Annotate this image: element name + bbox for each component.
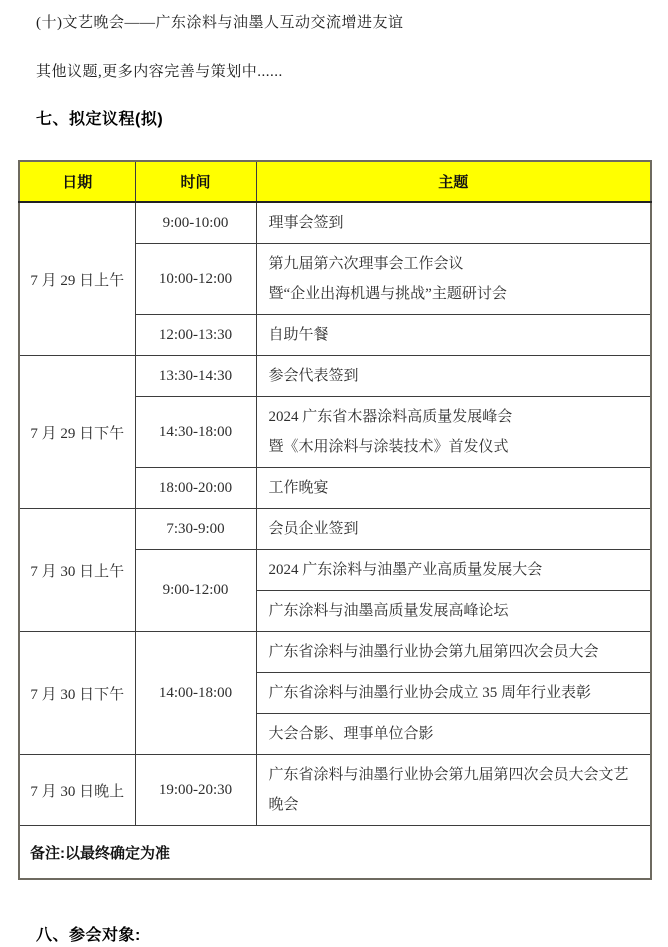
topic-cell (256, 550, 651, 591)
section-8-heading: 八、参会对象: (36, 927, 141, 944)
column-header-topic: 主题 (256, 161, 651, 202)
table-row (19, 356, 651, 397)
topic-cell (256, 202, 651, 244)
time-cell: 19:00-20:30 (135, 755, 256, 826)
time-cell: 14:00-18:00 (135, 632, 256, 755)
topic-cell (256, 591, 651, 632)
time-cell: 9:00-10:00 (135, 202, 256, 244)
table-header-row (19, 161, 651, 202)
topic-cell (256, 714, 651, 755)
paragraph-item-ten: (十)文艺晚会——广东涂料与油墨人互动交流增进友谊 (36, 15, 404, 31)
topic-line: 2024 广东涂料与油墨产业高质量发展大会 (268, 562, 543, 578)
table-row (19, 755, 651, 826)
time-cell: 12:00-13:30 (135, 315, 256, 356)
column-header-time: 时间 (135, 161, 256, 202)
topic-cell (256, 632, 651, 673)
topic-line: 理事会签到 (268, 215, 344, 231)
date-cell: 7 月 30 日下午 (19, 632, 135, 755)
table-row (19, 202, 651, 244)
topic-line: 广东省涂料与油墨行业协会第九届第四次会员大会文艺晚会 (268, 767, 629, 813)
topic-line: 第九届第六次理事会工作会议 (268, 256, 464, 272)
time-cell: 14:30-18:00 (135, 397, 256, 468)
topic-line: 广东涂料与油墨高质量发展高峰论坛 (268, 603, 509, 619)
table-row (19, 509, 651, 550)
topic-line: 广东省涂料与油墨行业协会成立 35 周年行业表彰 (268, 685, 592, 701)
topic-cell (256, 509, 651, 550)
topic-line: 工作晚宴 (268, 480, 329, 496)
time-cell: 10:00-12:00 (135, 244, 256, 315)
time-cell: 9:00-12:00 (135, 550, 256, 632)
topic-line: 广东省涂料与油墨行业协会第九届第四次会员大会 (268, 644, 599, 660)
date-cell: 7 月 30 日晚上 (19, 755, 135, 826)
topic-cell (256, 673, 651, 714)
topic-line: 会员企业签到 (268, 521, 359, 537)
agenda-table (18, 160, 652, 880)
date-cell: 7 月 29 日下午 (19, 356, 135, 509)
topic-cell (256, 468, 651, 509)
time-cell: 18:00-20:00 (135, 468, 256, 509)
paragraph-other-topics: 其他议题,更多内容完善与策划中...... (36, 64, 283, 80)
time-cell: 13:30-14:30 (135, 356, 256, 397)
section-7-heading: 七、拟定议程(拟) (36, 111, 164, 128)
time-cell: 7:30-9:00 (135, 509, 256, 550)
topic-cell (256, 356, 651, 397)
table-row (19, 632, 651, 673)
topic-line: 2024 广东省木器涂料高质量发展峰会 (268, 409, 513, 425)
column-header-date: 日期 (19, 161, 135, 202)
topic-cell (256, 755, 651, 826)
topic-line: 大会合影、理事单位合影 (268, 726, 434, 742)
topic-cell (256, 244, 651, 315)
date-cell: 7 月 30 日上午 (19, 509, 135, 632)
topic-line: 参会代表签到 (268, 368, 359, 384)
topic-line: 自助午餐 (268, 327, 329, 343)
topic-line: 暨“企业出海机遇与挑战”主题研讨会 (268, 286, 507, 302)
date-cell: 7 月 29 日上午 (19, 202, 135, 356)
topic-line: 暨《木用涂料与涂装技术》首发仪式 (268, 439, 509, 455)
remark-row (19, 826, 651, 880)
remark-cell: 备注:以最终确定为准 (19, 826, 651, 880)
topic-cell (256, 315, 651, 356)
topic-cell (256, 397, 651, 468)
